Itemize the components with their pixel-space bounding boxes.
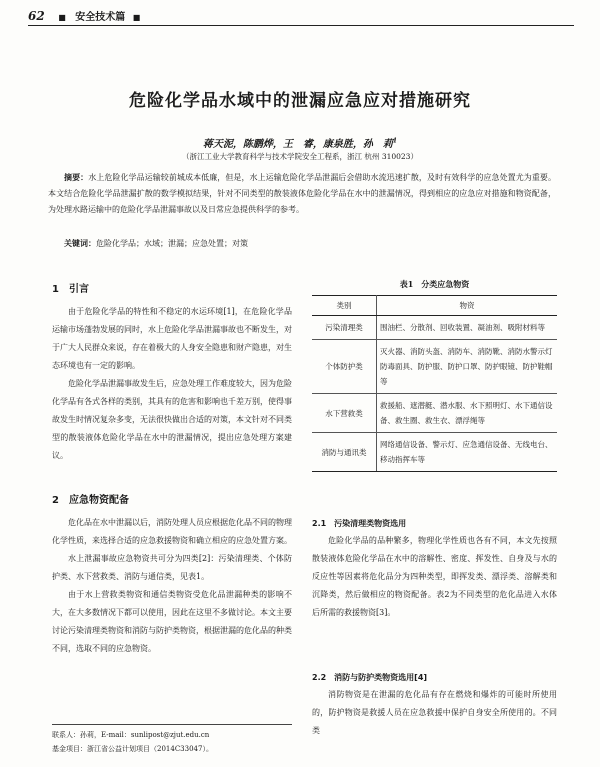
header-dot-icon: ■ (132, 12, 141, 22)
contact-note: 联系人：孙莉，E-mail：sunlipost@zjut.edu.cn (52, 731, 210, 739)
table-caption: 表1 分类应急物资 (399, 279, 470, 289)
keywords-text: 危险化学品；水域；泄漏；应急处置；对策 (96, 239, 248, 248)
table-cell-items: 网络通信设备、警示灯、应急通信设备、无线电台、移动指挥车等 (377, 433, 558, 472)
section-2-heading: 2 应急物资配备 (52, 495, 129, 506)
table-header-row (312, 296, 557, 316)
table-cell-items: 围油栏、分散剂、回收装置、凝油剂、吸附材料等 (377, 316, 558, 340)
section-1-heading: 1 引言 (52, 284, 89, 295)
paragraph: 由于水上营救类物资和通信类物资受危化品泄漏种类的影响不大，在大多数情况下都可以使用，因此在这里不多做讨论。本文主要讨论污染清理类物资和消防与防护类物资，根据泄漏的危化品的种类不同，选取不同的应急物资。 (52, 590, 292, 653)
abstract-text: 水上危险化学品运输较前城成本低廉，但是，水上运输危险化学品泄漏后会借助水流迅速扩散，及时有效科学的应急处置尤为重要。本文结合危险化学品泄漏扩散的数学模拟结果，针对不同类型的散装液体危险化学品在水中的泄漏情况，得到相应的应急应对措施和物资配备，为处理水路运输中的危险化学品泄漏事故以及日常应急提供科学的参考。 (48, 173, 556, 214)
table-header-cell: 物资 (377, 296, 558, 316)
header-rule (28, 25, 574, 26)
section-1 (52, 280, 292, 465)
section-2 (52, 491, 292, 658)
table-cell-category: 污染清理类 (312, 316, 377, 340)
header-dot-icon: ■ (58, 12, 66, 22)
paragraph: 危险化学品的品种繁多，物理化学性质也各有不同，本文先按照散装液体危险化学品在水中的溶解性、密度、挥发性、自身及与水的反应性等因素将危化品分为四种类型，即挥发类、漂浮类、溶解类和沉降类，然后做相应的物资配备。表2为不同类型的危化品进入水体后所需的救援物资[3]。 (312, 536, 557, 617)
running-header (28, 8, 574, 24)
author-list: 蒋天泥，陈鹏烨，王 睿，康泉胜，孙 莉 (202, 139, 393, 150)
abstract-label: 摘要： (64, 173, 89, 182)
table-row (312, 340, 557, 394)
keywords (48, 238, 556, 249)
materials-table (312, 295, 557, 472)
section-2-1 (312, 518, 557, 622)
section-2-1-heading: 2.1 污染清理类物资选用 (312, 519, 407, 528)
table-row (312, 394, 557, 433)
journal-name: 安全技术篇 (75, 12, 126, 23)
table-cell-category: 个体防护类 (312, 340, 377, 394)
footnote (52, 724, 292, 756)
author-sup: 1 (392, 137, 398, 145)
keywords-label: 关键词： (64, 239, 96, 248)
table-header-cell: 类别 (312, 296, 377, 316)
page-title: 危险化学品水域中的泄漏应急应对措施研究 (129, 91, 471, 111)
section-2-2-heading: 2.2 消防与防护类物资选用[4] (312, 673, 428, 682)
affiliation: （浙江工业大学教育科学与技术学院安全工程系，浙江 杭州 310023） (182, 152, 418, 161)
paragraph: 危险化学品泄漏事故发生后，应急处理工作难度较大，因为危险化学品有各式各样的类别，其具有的危害和影响也千差万别，使得事故发生时情况复杂多变，无法很快做出合适的对策，本文针对不同类型的散装液体危险化学品在水中的泄漏情况，提出应急处理方案建议。 (52, 379, 292, 460)
paragraph: 危化品在水中泄漏以后，消防处理人员应根据危化品不同的物理化学性质，来选择合适的应急救援物资和确立相应的应急处置方案。 (52, 518, 292, 545)
table-cell-category: 消防与通讯类 (312, 433, 377, 472)
table-cell-category: 水下营救类 (312, 394, 377, 433)
abstract (48, 170, 556, 218)
paragraph: 消防物资是在泄漏的危化品有存在燃烧和爆炸的可能时所使用的，防护物资是救援人员在应急救援中保护自身安全所使用的。不同类 (312, 690, 557, 735)
table-row (312, 316, 557, 340)
paragraph: 水上泄漏事故应急物资共可分为四类[2]：污染清理类、个体防护类、水下营救类、消防与通信类，见表1。 (52, 554, 292, 581)
table-row (312, 433, 557, 472)
authors (0, 135, 600, 150)
page-number: 62 (28, 9, 45, 23)
section-2-2 (312, 672, 557, 740)
table-cell-items: 救援船、遮潜艇、潜水服、水下照明灯、水下通信设备、救生圈、救生衣、漂浮绳等 (377, 394, 558, 433)
paragraph: 由于危险化学品的特性和不稳定的水运环境[1]，在危险化学品运输市场蓬勃发展的同时，水上危险化学品泄漏事故也不断发生，对于广大人民群众来说，存在着极大的人身安全隐患和财产隐患，对生态环境也有一定的影响。 (52, 307, 292, 370)
fund-note: 基金项目：浙江省公益计划项目（2014C33047）。 (52, 745, 213, 753)
table-cell-items: 灭火器、消防头盔、消防车、消防靴、消防水警示灯防毒面具、防护服、防护口罩、防护眼镜、防护鞋帽等 (377, 340, 558, 394)
